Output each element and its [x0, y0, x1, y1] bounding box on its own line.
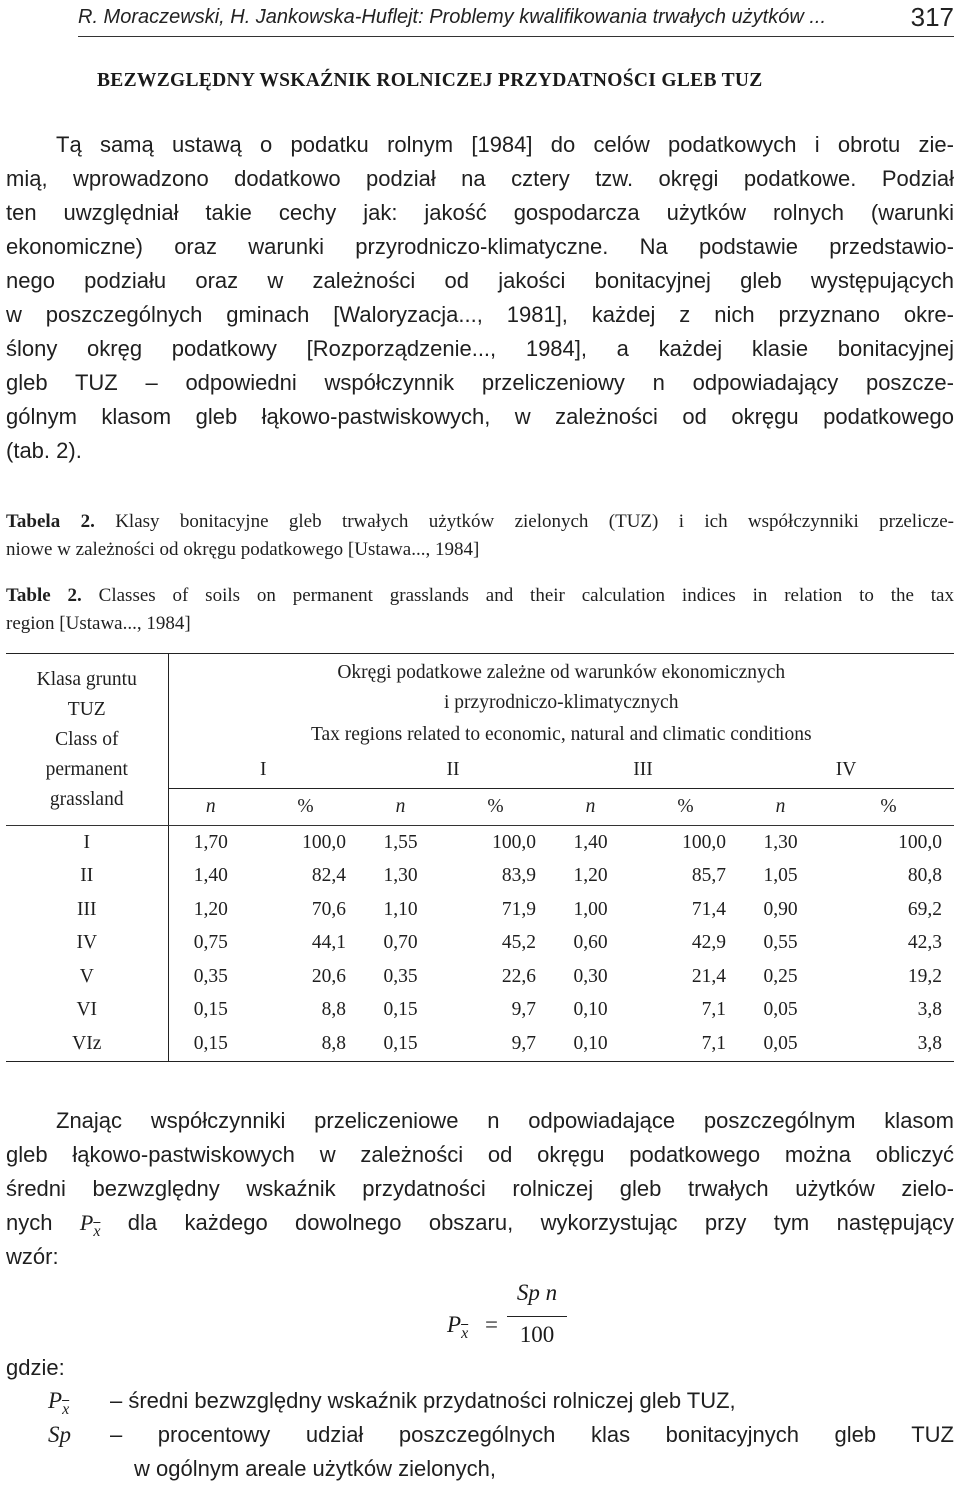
paragraph-line: nego podziału oraz w zależności od jakości bonitacyjnej gleb występujących [6, 268, 954, 293]
sub-header-n: n [358, 789, 443, 826]
sub-header-pct: % [443, 789, 548, 826]
cell-coefficient: 0,75 [168, 927, 253, 961]
cell-coefficient: 0,15 [383, 999, 418, 1021]
formula-lhs-subscript: x [461, 1325, 469, 1342]
header-class-line: grassland [49, 788, 124, 810]
header-class-line: Class of [55, 728, 119, 750]
sub-header-n: n [738, 789, 823, 826]
cell-percent: 45,2 [501, 932, 536, 954]
cell-coefficient: 1,30 [383, 865, 418, 887]
cell-coefficient: 0,55 [763, 932, 798, 954]
cell-coefficient: 0,35 [168, 960, 253, 994]
region-header: I [168, 752, 358, 789]
header-class-line: TUZ [67, 698, 106, 720]
table-row [6, 826, 954, 860]
formula-equals: = [485, 1312, 498, 1337]
region-header: IV [835, 759, 857, 780]
caption-line: region [Ustawa..., 1984] [6, 613, 191, 634]
cell-percent: 70,6 [311, 898, 346, 920]
cell-coefficient: 0,10 [548, 1027, 633, 1061]
cell-coefficient: 1,40 [573, 831, 608, 853]
paragraph-line: (tab. 2). [6, 438, 82, 463]
header-regions-pl-1: Okręgi podatkowe zależne od warunków ekonomicznych [168, 654, 954, 689]
definition-symbol-subscript: x [62, 1401, 70, 1418]
caption-label: Tabela 2. [6, 511, 95, 532]
formula [447, 1280, 617, 1360]
cell-coefficient: 0,10 [573, 999, 608, 1021]
definition-symbol-letter: P [48, 1388, 63, 1413]
cell-class: VIz [6, 1027, 168, 1061]
paragraph-1 [6, 132, 954, 472]
paragraph-line: ekonomiczne) oraz warunki przyrodniczo-klimatyczne. Na podstawie przedstawio- [6, 234, 954, 259]
cell-percent: 3,8 [823, 1027, 954, 1061]
region-header: II [446, 759, 460, 780]
paragraph-line: wzór: [6, 1244, 59, 1269]
cell-coefficient: 1,00 [573, 898, 608, 920]
page-number: 317 [910, 2, 954, 32]
cell-class: II [80, 865, 94, 887]
cell-coefficient: 1,55 [383, 831, 418, 853]
cell-class: I [83, 831, 90, 853]
caption-line: niowe w zależności od okręgu podatkowego [Ustawa..., 1984] [6, 539, 480, 560]
paragraph-line: w poszczególnych gminach [Waloryzacja..., 1981], każdej z nich przyznano okre- [6, 302, 954, 327]
table-row [6, 927, 954, 961]
cell-percent: 100,0 [682, 831, 726, 853]
cell-percent: 80,8 [907, 865, 942, 887]
cell-coefficient: 0,15 [358, 1027, 443, 1061]
header-rule [78, 36, 954, 37]
cell-percent: 21,4 [691, 965, 726, 987]
definition-text: w ogólnym areale użytków zielonych, [134, 1456, 496, 1481]
sub-header-n: n [548, 789, 633, 826]
paragraph-line [6, 1210, 954, 1244]
definition-text: – procentowy udział poszczególnych klas bonitacyjnych gleb TUZ [110, 1422, 954, 1447]
cell-coefficient: 0,70 [383, 932, 418, 954]
cell-class: V [79, 965, 94, 987]
cell-coefficient: 0,30 [573, 965, 608, 987]
table-row [6, 994, 954, 1028]
caption-label: Table 2. [6, 585, 82, 606]
paragraph-line: Znając współczynniki przeliczeniowe n odpowiadające poszczególnym klasom [56, 1108, 954, 1133]
cell-percent: 71,9 [501, 898, 536, 920]
definition-symbol: Sp [48, 1422, 71, 1447]
cell-percent: 85,7 [691, 865, 726, 887]
definition-symbol [48, 1388, 70, 1418]
cell-coefficient: 0,25 [763, 965, 798, 987]
cell-coefficient: 1,20 [168, 893, 253, 927]
cell-coefficient: 1,40 [168, 860, 253, 894]
sub-header-n: n [168, 789, 253, 826]
running-title: R. Moraczewski, H. Jankowska-Huflejt: Problemy kwalifikowania trwałych użytków ... [78, 6, 826, 28]
cell-percent: 8,8 [253, 1027, 358, 1061]
cell-coefficient: 1,70 [168, 826, 253, 860]
definition-text: – średni bezwzględny wskaźnik przydatności rolniczej gleb TUZ, [110, 1388, 736, 1413]
caption-text: Classes of soils on permanent grasslands and their calculation indices in relation to the tax [81, 585, 954, 606]
cell-percent: 100,0 [492, 831, 536, 853]
definitions [6, 1355, 954, 1485]
table-row [6, 893, 954, 927]
cell-coefficient: 0,90 [763, 898, 798, 920]
formula-denominator: 100 [519, 1322, 555, 1347]
cell-percent: 9,7 [443, 1027, 548, 1061]
caption-line [6, 585, 954, 613]
header-regions-en: Tax regions related to economic, natural and climatic conditions [168, 718, 954, 752]
definition-row [6, 1388, 954, 1422]
paragraph-text: nych [6, 1210, 53, 1235]
cell-percent: 7,1 [633, 1027, 738, 1061]
cell-coefficient: 0,05 [763, 999, 798, 1021]
cell-percent: 42,3 [907, 932, 942, 954]
header-class [6, 654, 168, 826]
cell-percent: 19,2 [907, 965, 942, 987]
paragraph-line: gleb łąkowo-pastwiskowych w zależności od okręgu podatkowego można obliczyć [6, 1142, 954, 1167]
caption-line [6, 511, 954, 539]
where-label: gdzie: [6, 1355, 65, 1380]
cell-coefficient: 1,20 [573, 865, 608, 887]
formula-lhs [447, 1312, 469, 1342]
cell-percent: 69,2 [907, 898, 942, 920]
cell-percent: 82,4 [311, 865, 346, 887]
cell-percent: 8,8 [321, 999, 346, 1021]
table-caption-pl [6, 511, 954, 571]
header-regions-pl-2: i przyrodniczo-klimatycznych [168, 688, 954, 718]
cell-percent: 42,9 [691, 932, 726, 954]
formula-lhs-letter: P [447, 1312, 462, 1337]
region-header: III [633, 759, 653, 780]
formula-fraction-bar [507, 1316, 567, 1317]
sub-header-pct: % [823, 789, 954, 826]
section-title: BEZWZGLĘDNY WSKAŹNIK ROLNICZEJ PRZYDATNOŚCI GLEB TUZ [97, 70, 763, 91]
cell-coefficient: 1,05 [763, 865, 798, 887]
cell-percent: 20,6 [311, 965, 346, 987]
cell-percent: 9,7 [511, 999, 536, 1021]
paragraph-line: mią, wprowadzono dodatkowo podział na cztery tzw. okręgi podatkowe. Podział [6, 166, 954, 191]
paragraph-2 [6, 1108, 954, 1283]
cell-percent: 100,0 [898, 831, 942, 853]
header-class-line: Klasa gruntu [36, 668, 137, 690]
formula-numerator: Sp n [516, 1280, 558, 1305]
definition-row [6, 1422, 954, 1456]
cell-coefficient: 0,15 [168, 1027, 253, 1061]
symbol-subscript: x [93, 1223, 101, 1240]
header-class-line: permanent [45, 758, 128, 780]
cell-percent: 3,8 [917, 999, 942, 1021]
cell-percent: 71,4 [691, 898, 726, 920]
paragraph-line: średni bezwzględny wskaźnik przydatności rolniczej gleb trwałych użytków zielo- [6, 1176, 954, 1201]
paragraph-line: Tą samą ustawą o podatku rolnym [1984] do celów podatkowych i obrotu zie- [56, 132, 954, 157]
symbol-px [79, 1210, 101, 1240]
cell-percent: 7,1 [701, 999, 726, 1021]
cell-coefficient: 1,10 [383, 898, 418, 920]
symbol-letter: P [79, 1210, 94, 1235]
sub-header-pct: % [253, 789, 358, 826]
table-row [6, 860, 954, 894]
paragraph-line: ślony okręg podatkowy [Rozporządzenie..., 1984], a każdej klasie bonitacyjnej [6, 336, 954, 361]
cell-percent: 100,0 [302, 831, 346, 853]
running-header [78, 4, 954, 34]
paragraph-line: gólnym klasom gleb łąkowo-pastwiskowych, w zależności od okręgu podatkowego [6, 404, 954, 429]
cell-coefficient: 0,60 [573, 932, 608, 954]
cell-coefficient: 0,15 [168, 994, 253, 1028]
cell-percent: 22,6 [501, 965, 536, 987]
cell-coefficient: 0,05 [738, 1027, 823, 1061]
table-caption-en [6, 585, 954, 645]
table-row [6, 1027, 954, 1061]
caption-text: Klasy bonitacyjne gleb trwałych użytków zielonych (TUZ) i ich współczynniki przelicze- [94, 511, 954, 532]
paragraph-line: ten uwzględniał takie cechy jak: jakość gospodarcza użytków rolnych (warunki [6, 200, 954, 225]
cell-class: IV [76, 932, 98, 954]
cell-coefficient: 1,30 [763, 831, 798, 853]
cell-percent: 44,1 [311, 932, 346, 954]
sub-header-pct: % [633, 789, 738, 826]
coefficients-table [6, 653, 954, 1062]
paragraph-text: dla każdego dowolnego obszaru, wykorzystując przy tym następujący [127, 1210, 954, 1235]
cell-percent: 83,9 [501, 865, 536, 887]
paragraph-line: gleb TUZ – odpowiedni współczynnik przeliczeniowy n odpowiadający poszcze- [6, 370, 954, 395]
cell-class: III [77, 898, 97, 920]
table-row [6, 960, 954, 994]
cell-class: VI [76, 999, 98, 1021]
cell-coefficient: 0,35 [383, 965, 418, 987]
